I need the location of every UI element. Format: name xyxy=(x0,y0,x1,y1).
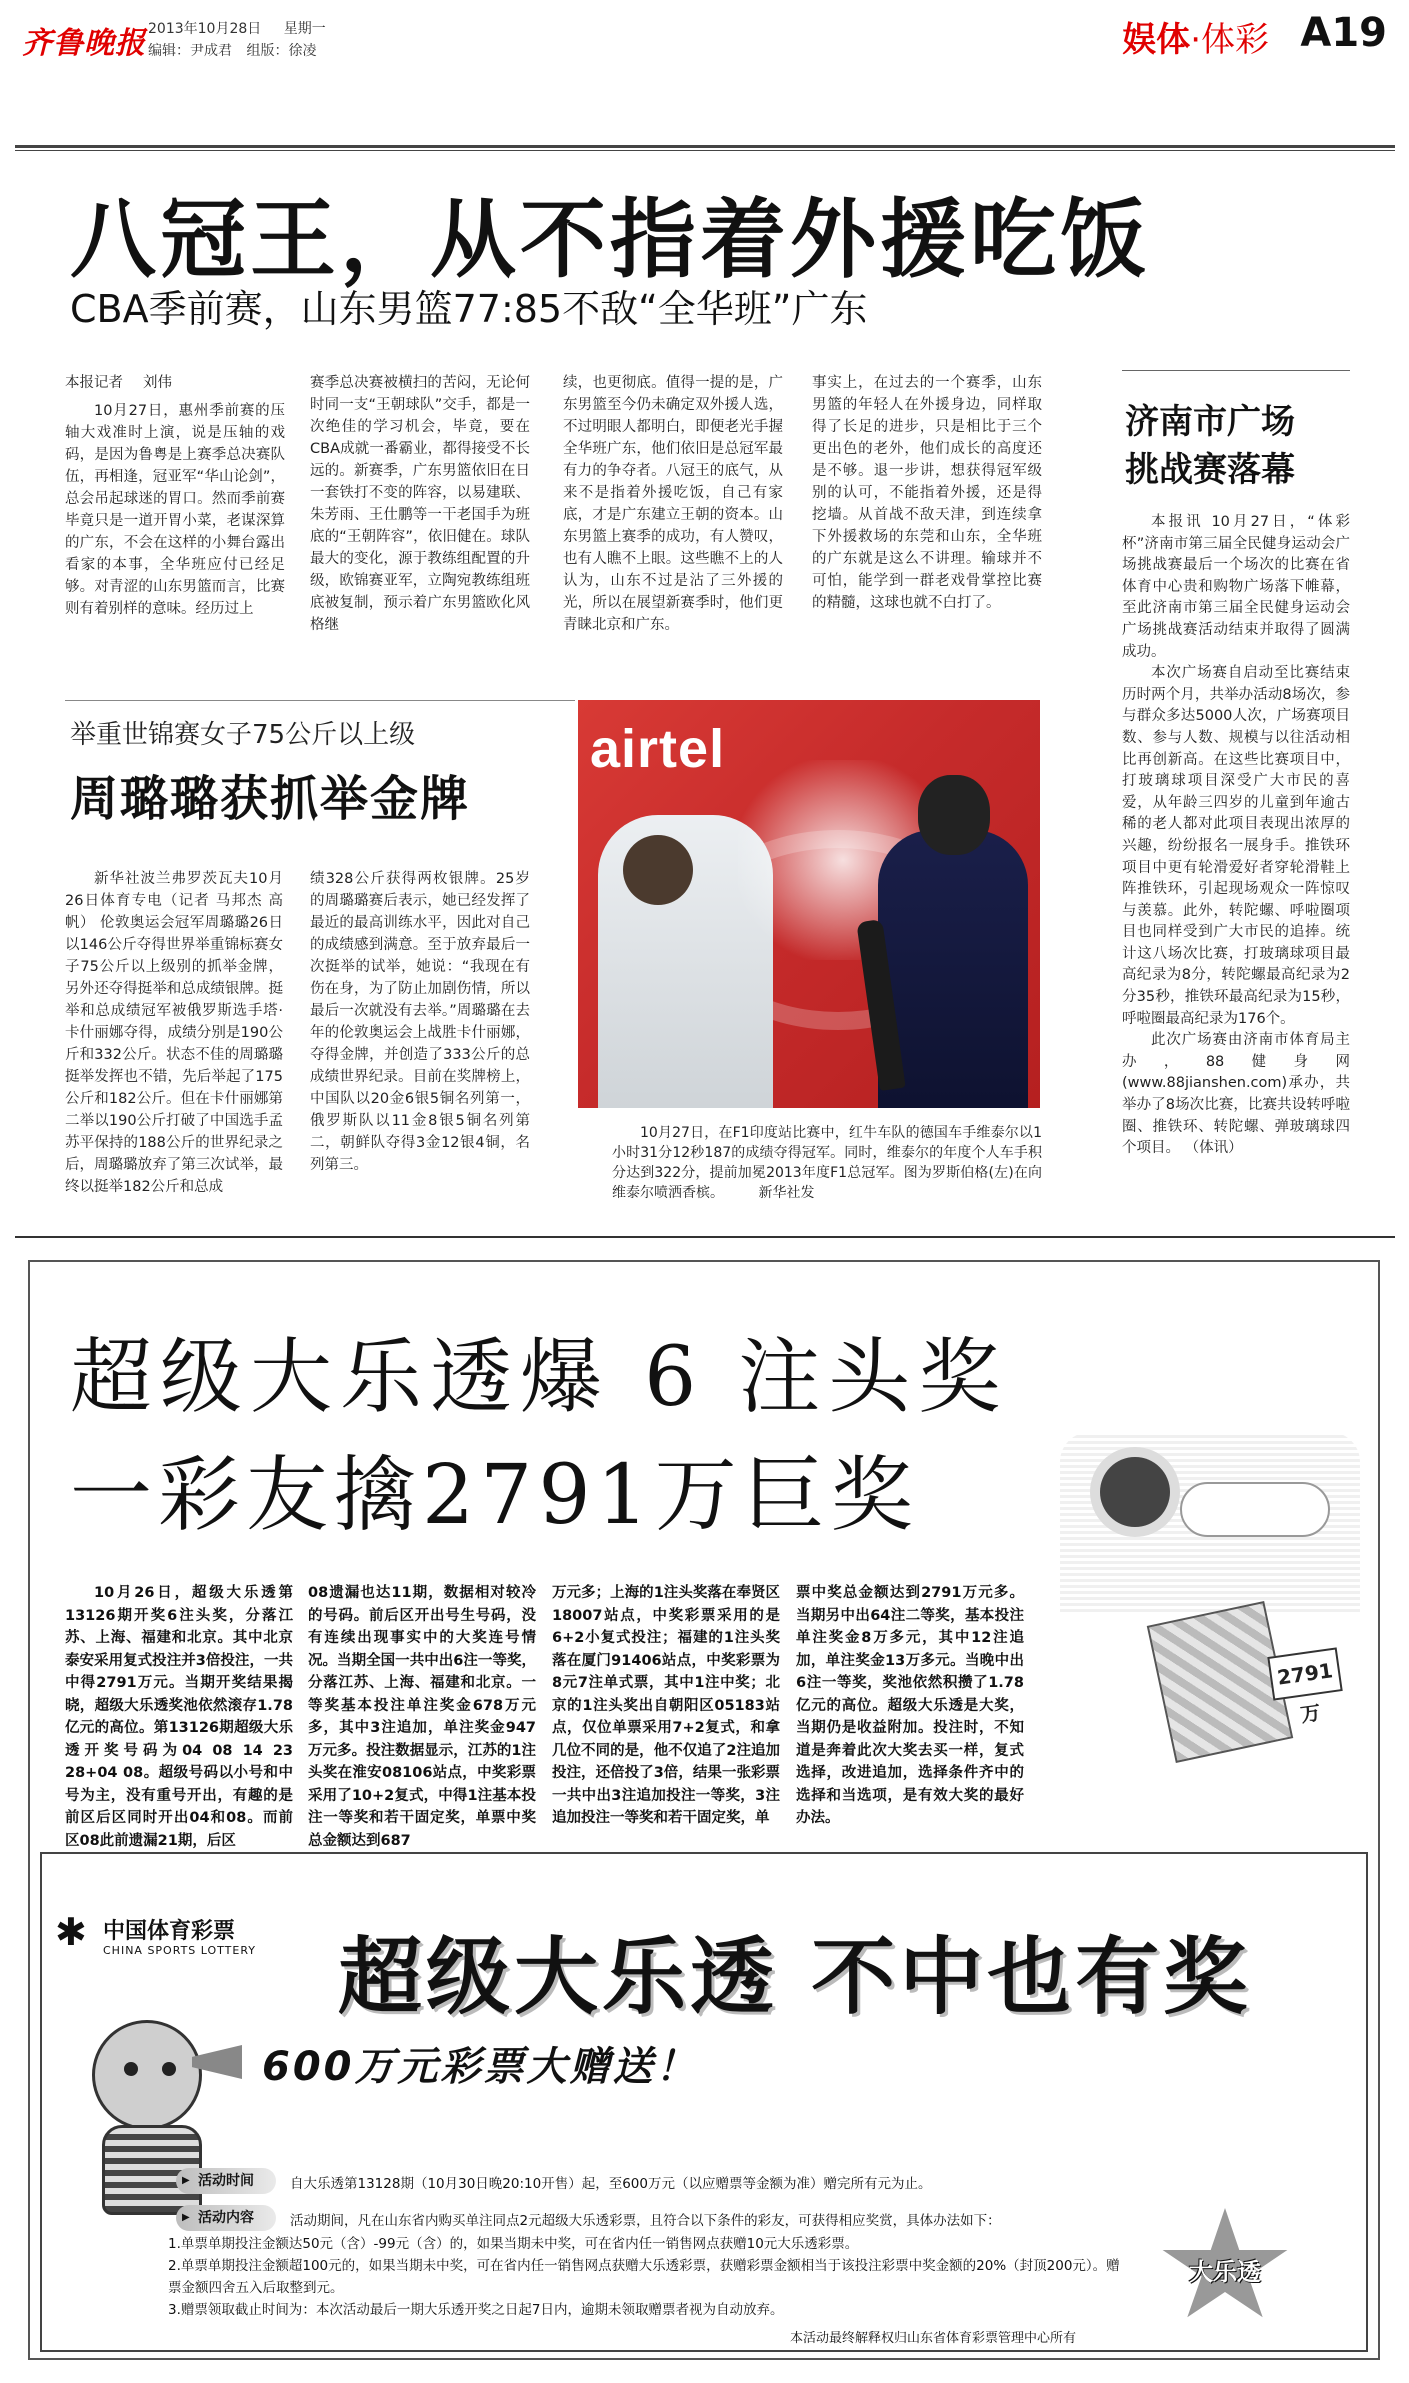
weightlifting-column-2 xyxy=(310,868,530,1176)
lottery-column-2 xyxy=(308,1582,536,1852)
cba-paragraph-2: 赛季总决赛被横扫的苦闷，无论何时同一支“王朝球队”交手，都是一次绝佳的学习机会，毕竟，要在CBA成就一番霸业，都得接受不长远的。新赛季，广东男篮依旧在日一套铁打不变的阵容，以易建联、朱芳雨、王仕鹏等一干老国手为班底的“王朝阵容”，依旧健在。球队最大的变化，源于教练组配置的升级，欧锦赛亚军，立陶宛教练组班底被复制，预示着广东男篮欧化风格继 xyxy=(310,375,530,633)
cba-column-1 xyxy=(65,372,285,620)
lottery-column-3 xyxy=(552,1582,780,1830)
badge-text: 大乐透 xyxy=(1189,2258,1261,2286)
mascot-head xyxy=(92,2020,202,2130)
lottery-paragraph-2: 08遗漏也达11期，数据相对较冷的号码。前后区开出号生号码，没有连续出现事实中的大奖连号情况。当期全国一共中出6注一等奖，分落江苏、上海、福建和北京。一等奖基本投注单注奖金678万元多，其中3注追加，单注奖金947万元多。投注数据显示，江苏的1注头奖在淮安08106站点，中奖彩票采用了10+2复式，中得1注基本投注一等奖和若干固定奖，单票中奖总金额达到687 xyxy=(308,1585,536,1849)
weightlifting-headline: 周璐璐获抓举金牌 xyxy=(70,771,471,827)
weightlifting-column-1 xyxy=(65,868,283,1198)
weightlifting-paragraph-2: 绩328公斤获得两枚银牌。25岁的周璐璐赛后表示，她已经发挥了最近的最高训练水平，因此对自己的成绩感到满意。至于放弃最后一次挺举的试举，她说：“我现在有伤在身，为了防止加剧伤情，所以最后一次就没有去举。”周璐璐在去年的伦敦奥运会上战胜卡什丽娜，夺得金牌，并创造了333公斤的总成绩世界纪录。目前在奖牌榜上，中国队以20金6银5铜名列第一，俄罗斯队以11金8银5铜名列第二，朝鲜队夺得3金12银4铜，名列第三。 xyxy=(310,871,530,1173)
promo-footnote: 本活动最终解释权归山东省体育彩票管理中心所有 xyxy=(790,2331,1077,2346)
jackpot-amount-tag: 2791万 xyxy=(1267,1647,1342,1700)
section-name: 娱体 xyxy=(1122,20,1191,60)
header-divider xyxy=(15,145,1395,151)
weightlifting-kicker: 举重世锦赛女子75公斤以上级 xyxy=(70,720,416,750)
driver-vettel-cap xyxy=(918,775,990,855)
byline-role: 本报记者 xyxy=(65,375,123,391)
main-headline: 八冠王，从不指着外援吃饭 xyxy=(70,190,1150,290)
issue-date xyxy=(148,18,344,38)
brand-name-cn: 中国体育彩票 xyxy=(103,1919,236,1944)
cba-paragraph-3: 续，也更彻底。值得一提的是，广东男篮至今仍未确定双外援人选，不过明眼人都明白，即便老光手握全华班广东，他们依旧是总冠军最有力的争夺者。八冠王的底气，从来不是指着外援吃饭，自己有家底，才是广东建立王朝的资本。山东男篮上赛季的成功，有人赞叹，也有人瞧不上眼。这些瞧不上的人认为，山东不过是沾了三外援的光，所以在展望新赛季时，他们更青睐北京和广东。 xyxy=(563,375,783,633)
lottery-paragraph-4: 票中奖总金额达到2791万元多。当期另中出64注二等奖，基本投注单注奖金8万多元，其中12注追加，单注奖金13万多元。当晚中出6注一等奖，奖池依然积攒了1.78亿元的高位。超级大乐透是大奖，当期仍是收益附加。投注时，不知道是奔着此次大奖去买一样，复式选择，改进追加，选择条件齐中的选择和当选项，是有效大奖的最好办法。 xyxy=(796,1585,1024,1826)
staff-credits xyxy=(148,40,326,60)
brand-name-en: CHINA SPORTS LOTTERY xyxy=(103,1944,257,1957)
promo-title: 超级大乐透 不中也有奖 xyxy=(338,1928,1252,2026)
photo-credit: 新华社发 xyxy=(758,1185,815,1201)
masthead xyxy=(0,0,1409,145)
layout-credit: 组版：徐凌 xyxy=(246,43,317,59)
cba-column-2 xyxy=(310,372,530,636)
cloud-icon xyxy=(1180,1482,1330,1537)
cba-column-3 xyxy=(563,372,783,636)
mascot-eye-left xyxy=(124,2062,138,2076)
sidebar-divider xyxy=(1122,370,1350,371)
subsection-name: 体彩 xyxy=(1201,20,1269,60)
f1-podium-photo xyxy=(578,700,1040,1108)
lottery-paragraph-1: 10月26日，超级大乐透第13126期开奖6注头奖，分落江苏、上海、福建和北京。其中北京泰安采用复式投注并3倍投注，一共中得2791万元。当期开奖结果揭晓，超级大乐透奖池依然滚存1.78亿元的高位。第13126期超级大乐透开奖号码为04 08 14 23 28+04 08。超级号码以小号和中号为主，没有重号开出，有趣的是前区后区同时开出04和08。而前区08此前遗漏21期，后区 xyxy=(65,1585,293,1849)
newspaper-logo: 齐鲁晚报 xyxy=(22,26,146,61)
photo-caption xyxy=(612,1123,1042,1203)
driver-rosberg-head xyxy=(623,835,693,905)
sidebar-paragraph-3: 此次广场赛由济南市体育局主办，88健身网(www.88jianshen.com)承办，共举办了8场次比赛，比赛共设转呼啦圈、推铁环、转陀螺、弹玻璃球四个项目。 （体讯） xyxy=(1122,1032,1350,1157)
editor-credit: 编辑：尹成君 xyxy=(148,43,232,59)
sun-icon xyxy=(1100,1457,1170,1527)
lottery-headline-2: 一彩友擒2791万巨奖 xyxy=(70,1448,919,1543)
cba-paragraph-4: 事实上，在过去的一个赛季，山东男篮的年轻人在外援身边，同样取得了长足的进步，只是相比于三个更出色的老外，他们成长的高度还是不够。退一步讲，想获得冠军级别的认可，不能指着外援，还是得挖墙。从首战不敌天津，到连续拿下外援救场的东莞和山东，全华班的广东就是这么不讲理。输球并不可怕，能学到一群老戏骨掌控比赛的精髓，这球也就不白打了。 xyxy=(812,375,1042,611)
sidebar-title-line-2: 挑战赛落幕 xyxy=(1125,450,1295,490)
page-number: A19 xyxy=(1300,10,1387,56)
cba-paragraph-1: 10月27日，惠州季前赛的压轴大戏准时上演，说是压轴的戏码，是因为鲁粤是上赛季总决赛队伍，再相逢，冠亚军“华山论剑”，总会吊起球迷的胃口。然而季前赛毕竟只是一道开胃小菜，老谋深算的广东，不会在这样的小舞台露出看家的本事，全华班应付已经足够。对青涩的山东男篮而言，比赛则有着别样的意味。经历过上 xyxy=(65,403,285,617)
weekday-text: 星期一 xyxy=(283,21,326,37)
lottery-column-4 xyxy=(796,1582,1024,1830)
super-lotto-badge xyxy=(1150,2208,1300,2328)
activity-time-label: ▶ 活动时间 xyxy=(176,2168,276,2194)
weightlifting-paragraph-1: 新华社波兰弗罗茨瓦夫10月26日体育专电（记者 马邦杰 高帆） 伦敦奥运会冠军周璐璐26日以146公斤夺得世界举重锦标赛女子75公斤以上级别的抓举金牌，另外还夺得挺举和总成绩银牌。挺举和总成绩冠军被俄罗斯选手塔·卡什丽娜夺得，成绩分别是190公斤和332公斤。状态不佳的周璐璐挺举发挥也不错，先后举起了175公斤和182公斤。但在卡什丽娜第二举以190公斤打破了中国选手孟苏平保持的188公斤的世界纪录之后，周璐璐放弃了第三次试举，最终以挺举182公斤和总成 xyxy=(65,871,283,1195)
main-subheadline: CBA季前赛，山东男篮77:85不敌“全华班”广东 xyxy=(70,287,868,331)
sidebar-body xyxy=(1122,512,1350,1160)
sidebar-title xyxy=(1125,398,1295,494)
activity-content-label: ▶ 活动内容 xyxy=(176,2205,276,2231)
weightlifting-divider xyxy=(65,700,575,701)
activity-content-text: 活动期间，凡在山东省内购买单注同点2元超级大乐透彩票，且符合以下条件的彩友，可获得相应奖赏，具体办法如下： xyxy=(290,2213,1001,2229)
sidebar-paragraph-1: 本报讯 10月27日，“体彩杯”济南市第三届全民健身运动会广场挑战赛最后一个场次的比赛在省体育中心贵和购物广场落下帷幕，至此济南市第三届全民健身运动会广场挑战赛活动结束并取得了圆满成功。 xyxy=(1122,514,1350,660)
promo-subtitle: 600万元彩票大赠送！ xyxy=(262,2044,699,2090)
sidebar-paragraph-2: 本次广场赛自启动至比赛结束历时两个月，共举办活动8场次，参与群众多达5000人次，广场赛项目数、参与人数、规模与以往活动相比再创新高。在这些比赛项目中，打玻璃球项目深受广大市民的喜爱，从年龄三四岁的儿童到年逾古稀的老人都对此项目表现出浓厚的兴趣，纷纷报名一展身手。推铁环项目中更有轮滑爱好者穿轮滑鞋上阵推铁环，引起现场观众一阵惊叹与羡慕。此外，转陀螺、呼啦圈项目也同样受到广大市民的追捧。统计这八场次比赛，打玻璃球项目最高纪录为8分，转陀螺最高纪录为2分35秒，推铁环最高纪录为15秒，呼啦圈最高纪录为176个。 xyxy=(1122,665,1350,1027)
byline xyxy=(65,372,285,394)
section-label xyxy=(1122,12,1269,61)
promo-rule-2: 2.单票单期投注金额超100元的，如果当期未中奖，可在省内任一销售网点获赠大乐透彩票，获赠彩票金额相当于该投注彩票中奖金额的20%（封顶200元）。赠票金额四舍五入后取整到元。 xyxy=(168,2258,1120,2296)
date-text: 2013年10月28日 xyxy=(148,21,262,37)
lottery-illustration xyxy=(1060,1422,1360,1792)
lottery-paragraph-3: 万元多；上海的1注头奖落在奉贤区18007站点，中奖彩票采用的是6+2小复式投注；福建的1注头奖落在厦门91406站点，中奖彩票为8元7注单式票，其中1注中奖；北京的1注头奖出自朝阳区05183站点，仅位单票采用7+2复式，和拿几位不同的是，他不仅追了2注追加投注，还倍投了3倍，结果一张彩票一共中出3注追加投注一等奖，3注追加投注一等奖和若干固定奖，单 xyxy=(552,1585,780,1826)
promo-rules xyxy=(168,2233,1128,2321)
promo-rule-1: 1.单票单期投注金额达50元（含）-99元（含）的，如果当期未中奖，可在省内任一销售网点获赠10元大乐透彩票。 xyxy=(168,2236,859,2252)
cba-column-4 xyxy=(812,372,1042,614)
byline-name: 刘伟 xyxy=(143,375,172,391)
photo-caption-text: 10月27日，在F1印度站比赛中，红牛车队的德国车手维泰尔以1小时31分12秒187的成绩夺得冠军。同时，维泰尔的年度个人车手积分达到322分，提前加冕2013年度F1总冠军。图为罗斯伯格(左)在向维泰尔喷洒香槟。 xyxy=(612,1125,1042,1201)
sidebar-title-line-1: 济南市广场 xyxy=(1125,402,1295,442)
section-separator: · xyxy=(1190,20,1201,60)
activity-time-text: 自大乐透第13128期（10月30日晚20:10开售）起，至600万元（以应赠票等金额为准）赠完所有元为止。 xyxy=(290,2176,932,2192)
sponsor-banner: airtel xyxy=(590,719,726,779)
promo-rule-3: 3.赠票领取截止时间为：本次活动最后一期大乐透开奖之日起7日内，逾期未领取赠票者视为自动放弃。 xyxy=(168,2302,784,2318)
lottery-star-icon: ✱ xyxy=(55,1910,87,1954)
mascot-eye-right xyxy=(162,2062,176,2076)
lottery-column-1 xyxy=(65,1582,293,1852)
lottery-headline-1: 超级大乐透爆 6 注头奖 xyxy=(70,1330,1009,1425)
ad-divider xyxy=(15,1236,1395,1238)
